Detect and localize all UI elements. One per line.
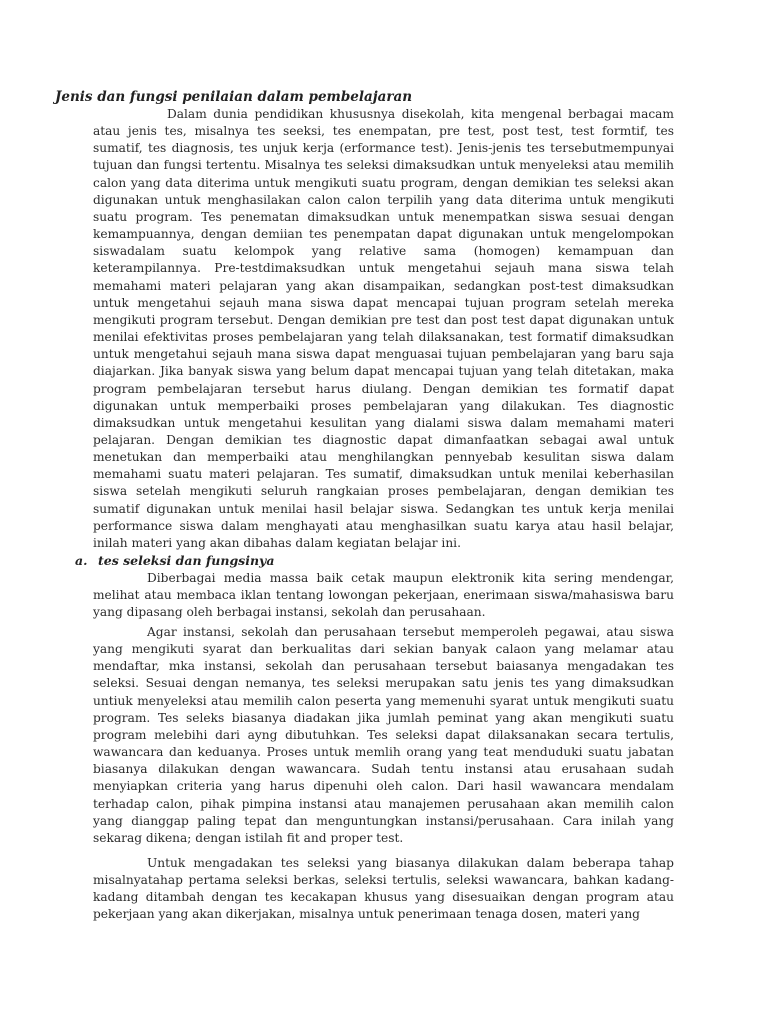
section-a-paragraph-2: Agar instansi, sekolah dan perusahaan tersebut memperoleh pegawai, atau siswa yang mengikuti syarat dan berkualitas dari sekian banyak calaon yang melamar atau mendaftar, mka instansi, sekolah dan perusahaan tersebut baiasanya mengadakan tes seleksi. Sesuai dengan nemanya, tes seleksi merupakan satu jenis tes yang dimaksudkan untiuk menyeleksi atau memilih calon peserta yang memenuhi syarat untuk mengikuti suatu program. Tes seleks biasanya diadakan jika jumlah peminat yang akan mengikuti suatu program melebihi dari ayng dibutuhkan. Tes seleksi dapat dilaksanakan secara tertulis, wawancara dan keduanya. Proses untuk memlih orang yang teat menduduki suatu jabatan biasanya dilakukan dengan wawancara. Sudah tentu instansi atau erusahaan sudah menyiapkan criteria yang harus dipenuhi oleh calon. Dari hasil wawancara mendalam terhadap calon, pihak pimpina instansi atau manajemen perusahaan akan memilih calon yang dianggap paling tepat dan menguntungkan instansi/perusahaan. Cara inilah yang sekarag dikena; dengan istilah fit and proper test. (93, 625, 674, 845)
section-a-heading (75, 552, 274, 569)
section-a-paragraph-3: Untuk mengadakan tes seleksi yang biasanya dilakukan dalam beberapa tahap misalnyatahap pertama seleksi berkas, seleksi tertulis, seleksi wawancara, bahkan kadang-kadang ditambah dengan tes kecakapan khusus yang disesuaikan dengan program atau pekerjaan yang akan dikerjakan, misalnya untuk penerimaan tenaga dosen, materi yang (93, 856, 674, 922)
document-heading: Jenis dan fungsi penilaian dalam pembelajaran (55, 89, 413, 105)
intro-paragraph: Dalam dunia pendidikan khususnya disekolah, kita mengenal berbagai macam atau jenis tes, misalnya tes seeksi, tes enempatan, pre test, post test, test formtif, tes sumatif, tes diagnosis, tes unjuk kerja (erformance test). Jenis-jenis tes tersebutmempunyai tujuan dan fungsi tertentu. Misalnya tes seleksi dimaksudkan untuk menyeleksi atau memilih calon yang data diterima untuk mengikuti suatu program, dengan demikian tes seleksi akan digunakan untuk menghasilakan calon calon terpilih yang data diterima untuk mengikuti suatu program. Tes penematan dimaksudkan untuk menempatkan siswa sesuai dengan kemampuannya, dengan demiian tes penempatan dapat digunakan untuk mengelompokan siswadalam suatu kelompok yang relative sama (homogen) kemampuan dan keterampilannya. Pre-testdimaksudkan untuk mengetahui sejauh mana siswa telah memahami materi pelajaran yang akan disampaikan, sedangkan post-test dimaksudkan untuk mengetahui sejauh mana siswa dapat mencapai tujuan program setelah mereka mengikuti program tersebut. Dengan demikian pre test dan post test dapat digunakan untuk menilai efektivitas proses pembelajaran yang telah dilaksanakan, test formatif dimaksudkan untuk mengetahui sejauh mana siswa dapat menguasai tujuan pembelajaran yang baru saja diajarkan. Jika banyak siswa yang belum dapat mencapai tujuan yang telah ditetakan, maka program pembelajaran tersebut harus diulang. Dengan demikian tes formatif dapat digunakan untuk memperbaiki proses pembelajaran yang dilakukan. Tes diagnostic dimaksudkan untuk mengetahui kesulitan yang dialami siswa dalam memahami materi pelajaran. Dengan demikian tes diagnostic dapat dimanfaatkan sebagai awal untuk menetukan dan memperbaiki atau menghilangkan pennyebab kesulitan siswa dalam memahami suatu materi pelajaran. Tes sumatif, dimaksudkan untuk menilai keberhasilan siswa setelah mengikuti seluruh rangkaian proses pembelajaran, dengan demikian tes sumatif digunakan untuk menilai hasil belajar siswa. Sedangkan tes untuk kerja menilai performance siswa dalam menghayati atau menghasilkan suatu karya atau hasil belajar, inilah materi yang akan dibahas dalam kegiatan belajar ini. (93, 107, 674, 550)
section-a-title: tes seleksi dan fungsinya (98, 553, 275, 568)
section-a-marker: a. (75, 553, 88, 568)
section-a-paragraph-1: Diberbagai media massa baik cetak maupun elektronik kita sering mendengar, melihat atau membaca iklan tentang lowongan pekerjaan, enerimaan siswa/mahasiswa baru yang dipasang oleh berbagai instansi, sekolah dan perusahaan. (93, 571, 674, 620)
